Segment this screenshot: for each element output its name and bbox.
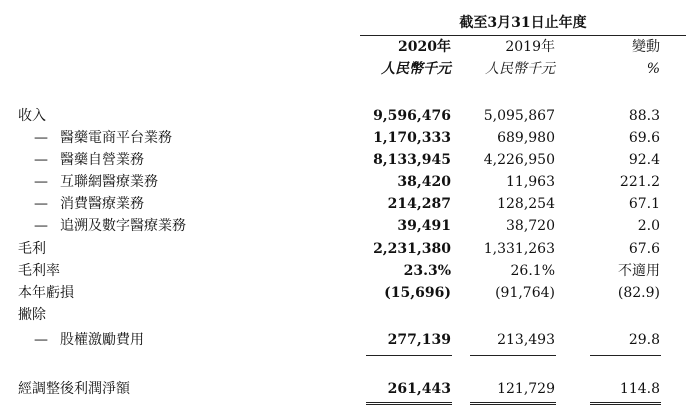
row-net-loss-change: (82.9) xyxy=(617,285,660,301)
row-ecommerce-2020: 1,170,333 xyxy=(373,130,451,146)
row-adjusted-net-profit-2020: 261,443 xyxy=(387,381,451,397)
row-revenue-change: 88.3 xyxy=(628,108,660,124)
row-ecommerce-2019: 689,980 xyxy=(497,130,555,146)
row-label-ecommerce: — 醫藥電商平台業務 xyxy=(34,130,172,146)
col-change-header: 變動 xyxy=(632,39,660,55)
row-traceability-2019: 38,720 xyxy=(506,218,555,234)
row-label-gross-profit: 毛利 xyxy=(18,241,46,257)
row-label-adjusted-net-profit: 經調整後利潤淨額 xyxy=(18,381,130,397)
row-label-consumer-healthcare: — 消費醫療業務 xyxy=(34,196,144,212)
row-label-gross-margin: 毛利率 xyxy=(18,263,60,279)
dash-mark: — xyxy=(34,196,48,212)
row-gross-profit-2020: 2,231,380 xyxy=(373,241,451,257)
col-2019-year: 2019年 xyxy=(505,39,555,55)
row-consumer-healthcare-2019: 128,254 xyxy=(497,196,555,212)
row-gross-profit-2019: 1,331,263 xyxy=(483,241,555,257)
col-2020-year: 2020年 xyxy=(398,39,451,55)
row-internet-healthcare-2020: 38,420 xyxy=(397,174,451,190)
row-share-based-comp-2020: 277,139 xyxy=(387,332,451,348)
dash-mark: — xyxy=(34,174,48,190)
row-label-revenue: 收入 xyxy=(18,108,46,124)
row-consumer-healthcare-change: 67.1 xyxy=(628,196,660,212)
row-share-based-comp-change: 29.8 xyxy=(628,332,660,348)
row-self-operated-2019: 4,226,950 xyxy=(483,152,555,168)
row-traceability-change: 2.0 xyxy=(637,218,660,234)
dash-mark: — xyxy=(34,218,48,234)
row-traceability-2020: 39,491 xyxy=(397,218,451,234)
row-consumer-healthcare-2020: 214,287 xyxy=(387,196,451,212)
row-label-net-loss: 本年虧損 xyxy=(18,285,74,301)
total-rule-2019 xyxy=(470,402,556,405)
dash-mark: — xyxy=(34,152,48,168)
row-revenue-2020: 9,596,476 xyxy=(373,108,451,124)
row-gross-profit-change: 67.6 xyxy=(628,241,660,257)
subtotal-rule-2019 xyxy=(470,355,556,356)
row-label-excluding: 撇除 xyxy=(18,307,46,323)
row-gross-margin-change: 不適用 xyxy=(618,263,660,279)
header-rule xyxy=(360,35,686,36)
row-label-share-based-comp: — 股權激勵費用 xyxy=(34,332,144,348)
row-self-operated-change: 92.4 xyxy=(628,152,660,168)
col-change-unit: % xyxy=(646,61,660,77)
row-gross-margin-2019: 26.1% xyxy=(510,263,555,279)
row-adjusted-net-profit-2019: 121,729 xyxy=(497,381,555,397)
col-2019-unit: 人民幣千元 xyxy=(485,61,555,77)
period-header: 截至3月31日止年度 xyxy=(459,15,587,31)
row-self-operated-2020: 8,133,945 xyxy=(373,152,451,168)
total-rule-change xyxy=(590,402,661,405)
row-gross-margin-2020: 23.3% xyxy=(403,263,451,279)
col-2020-unit: 人民幣千元 xyxy=(381,61,451,77)
row-net-loss-2020: (15,696) xyxy=(384,285,451,301)
row-label-internet-healthcare: — 互聯網醫療業務 xyxy=(34,174,158,190)
total-rule-2020 xyxy=(366,402,452,405)
row-internet-healthcare-change: 221.2 xyxy=(619,174,660,190)
dash-mark: — xyxy=(34,130,48,146)
row-revenue-2019: 5,095,867 xyxy=(483,108,555,124)
row-internet-healthcare-2019: 11,963 xyxy=(506,174,555,190)
subtotal-rule-2020 xyxy=(366,355,452,356)
row-ecommerce-change: 69.6 xyxy=(628,130,660,146)
row-label-self-operated: — 醫藥自營業務 xyxy=(34,152,144,168)
row-share-based-comp-2019: 213,493 xyxy=(497,332,555,348)
subtotal-rule-change xyxy=(590,355,661,356)
row-label-traceability: — 追溯及數字醫療業務 xyxy=(34,218,186,234)
dash-mark: — xyxy=(34,332,48,348)
row-adjusted-net-profit-change: 114.8 xyxy=(619,381,660,397)
row-net-loss-2019: (91,764) xyxy=(495,285,555,301)
